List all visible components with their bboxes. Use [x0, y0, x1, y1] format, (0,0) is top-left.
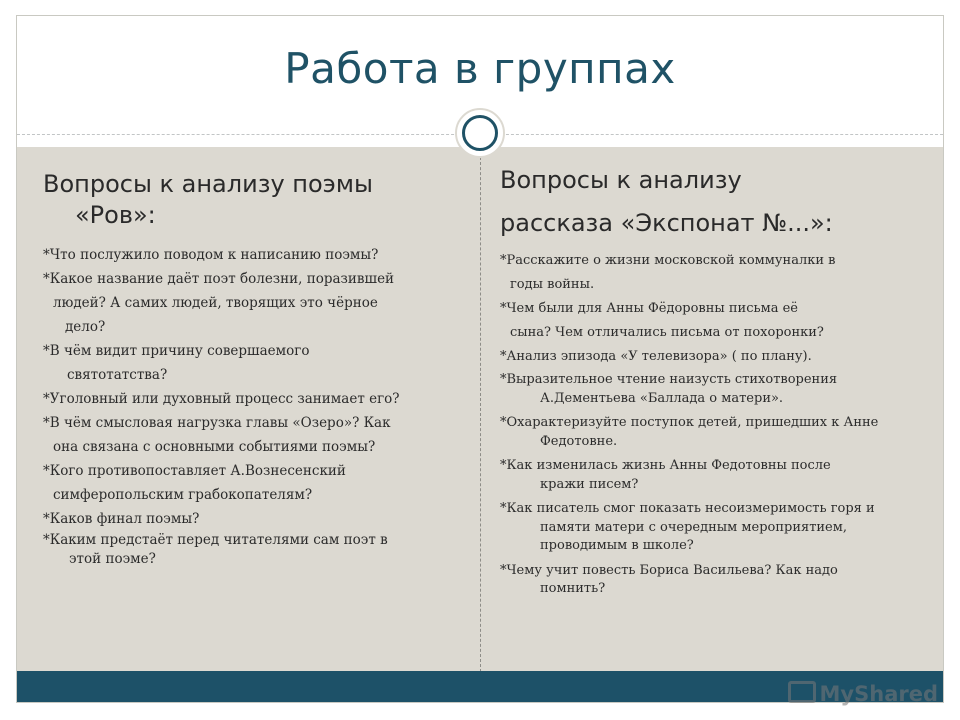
right-column [500, 147, 930, 599]
right-heading-line2: рассказа «Экспонат №...»: [500, 209, 833, 237]
list-item: святотатства? [67, 367, 168, 383]
list-item: этой поэме? [69, 551, 156, 567]
list-item: сына? Чем отличались письма от похоронки? [510, 325, 824, 340]
right-heading [500, 165, 930, 239]
list-item: *Каким предстаёт перед читателями сам поэт в [43, 532, 388, 548]
list-item: *Кого противопоставляет А.Вознесенский [43, 463, 346, 479]
list-item: *Выразительное чтение наизусть стихотворения [500, 372, 838, 387]
list-item: А.Дементьева «Баллада о матери». [540, 390, 784, 406]
left-question-list [43, 243, 463, 569]
list-item: *Какое название даёт поэт болезни, поразившей [43, 271, 395, 287]
left-heading-line1: Вопросы к анализу поэмы [43, 170, 373, 198]
left-heading [43, 169, 463, 231]
list-item: *В чём смысловая нагрузка главы «Озеро»? Как [43, 415, 391, 431]
list-item: она связана с основными событиями поэмы? [53, 439, 376, 455]
list-item: Федотовне. [540, 433, 618, 449]
left-heading-line2: «Ров»: [75, 201, 156, 229]
list-item: *Что послужило поводом к написанию поэмы? [43, 247, 379, 263]
list-item: *Как писатель смог показать несоизмеримость горя и [500, 501, 875, 516]
left-column [43, 147, 463, 569]
right-question-list [500, 249, 930, 599]
presentation-icon [788, 681, 816, 703]
slide [16, 15, 944, 703]
watermark [788, 681, 938, 706]
right-heading-line1: Вопросы к анализу [500, 166, 742, 194]
slide-title: Работа в группах [284, 44, 676, 93]
circle-ring-icon [462, 115, 498, 151]
list-item: *Каков финал поэмы? [43, 511, 200, 527]
list-item: проводимым в школе? [540, 538, 694, 553]
list-item: кражи писем? [540, 476, 639, 492]
list-item: *Чему учит повесть Бориса Васильева? Как надо [500, 562, 838, 578]
list-item: *Чем были для Анны Фёдоровны письма её [500, 301, 798, 316]
list-item: годы войны. [510, 277, 595, 292]
list-item: дело? [65, 319, 106, 335]
list-item: людей? А самих людей, творящих это чёрное [53, 295, 378, 311]
watermark-text: MyShared [819, 682, 938, 706]
list-item: *Расскажите о жизни московской коммуналки в [500, 253, 836, 268]
circle-ornament-icon [455, 108, 505, 158]
list-item: памяти матери с очередным мероприятием, [540, 519, 847, 535]
list-item: *Как изменилась жизнь Анны Федотовны после [500, 458, 831, 473]
list-item: *В чём видит причину совершаемого [43, 343, 310, 359]
list-item: симферопольским грабокопателям? [53, 487, 313, 503]
list-item: *Охарактеризуйте поступок детей, пришедших к Анне [500, 415, 879, 430]
content-area [17, 147, 943, 672]
column-divider [480, 147, 481, 672]
list-item: *Анализ эпизода «У телевизора» ( по плану). [500, 349, 812, 364]
list-item: *Уголовный или духовный процесс занимает его? [43, 391, 400, 407]
list-item: помнить? [540, 581, 606, 596]
